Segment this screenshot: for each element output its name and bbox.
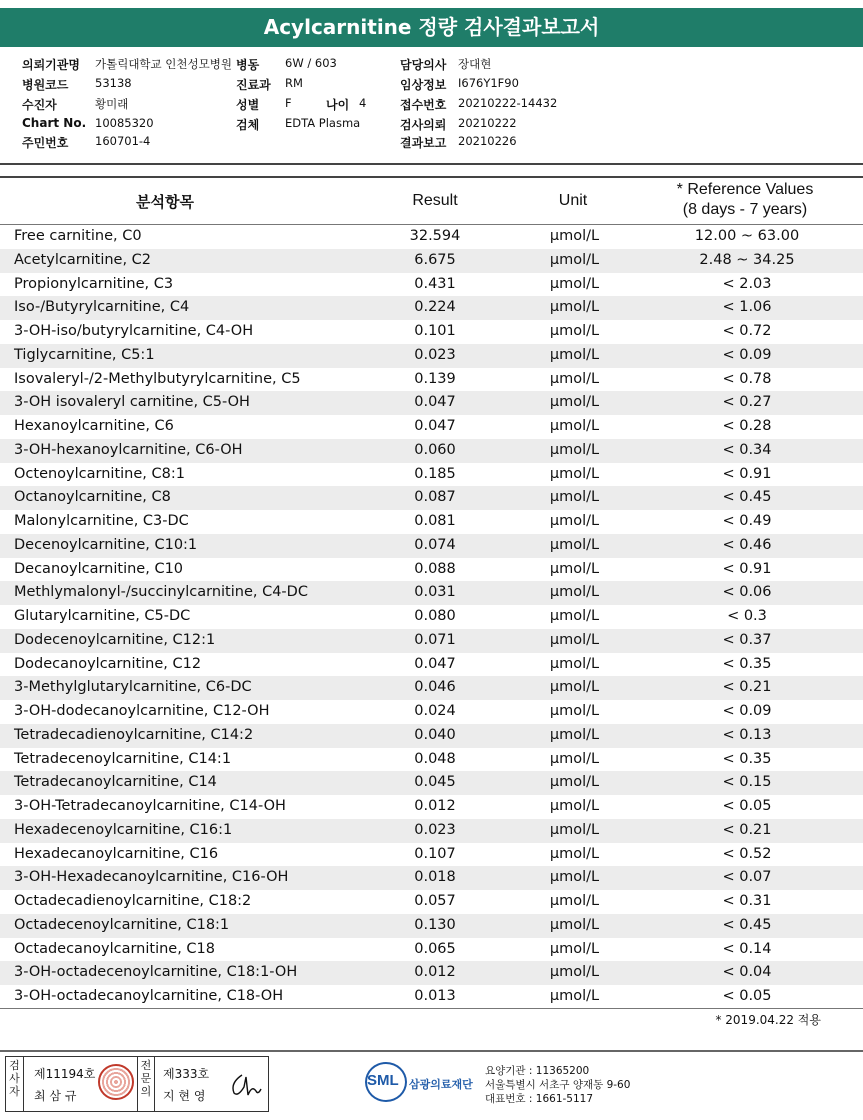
header-ref-range: (8 days - 7 years): [682, 201, 808, 218]
table-row: [0, 510, 863, 534]
info-value: 10085320: [95, 116, 154, 130]
lab-address: [485, 1064, 630, 1106]
result-value: 0.018: [414, 869, 456, 886]
unit: μmol/L: [549, 394, 600, 411]
unit: μmol/L: [549, 916, 600, 933]
unit: μmol/L: [549, 845, 600, 862]
reference-value: 2.48 ~ 34.25: [699, 251, 795, 268]
info-label: 담당의사: [400, 58, 447, 72]
info-value: F: [285, 96, 292, 110]
analyte-name: Isovaleryl-/2-Methylbutyrylcarnitine, C5: [14, 370, 301, 387]
reference-value: < 0.45: [722, 916, 772, 933]
reference-value: < 0.21: [722, 679, 772, 696]
reference-value: < 0.78: [722, 370, 772, 387]
result-value: 0.024: [414, 703, 456, 719]
analyte-name: Tetradecanoylcarnitine, C14: [14, 774, 217, 791]
analyte-name: 3-OH-octadecanoylcarnitine, C18-OH: [14, 988, 284, 1004]
analyte-name: 3-OH-iso/butyrylcarnitine, C4-OH: [14, 323, 254, 339]
result-value: 0.139: [414, 370, 456, 387]
result-value: 0.047: [414, 655, 456, 672]
table-row: [0, 296, 863, 320]
info-label: 주민번호: [22, 136, 69, 150]
header-result: Result: [412, 192, 458, 209]
inspector-no: 제11194호: [34, 1067, 96, 1081]
analyte-name: Propionylcarnitine, C3: [14, 275, 174, 292]
table-row: [0, 866, 863, 890]
unit: μmol/L: [549, 940, 600, 957]
table-row: [0, 724, 863, 748]
unit: μmol/L: [549, 441, 600, 458]
age-value: 4: [359, 96, 367, 110]
unit: μmol/L: [549, 323, 600, 339]
unit: μmol/L: [549, 774, 600, 791]
result-value: 0.023: [414, 346, 456, 363]
addr-line: 대표번호 : 1661-5117: [485, 1093, 594, 1105]
table-row: [0, 463, 863, 487]
table-row: [0, 581, 863, 605]
unit: μmol/L: [549, 750, 600, 767]
table-row: [0, 249, 863, 273]
reference-value: < 2.03: [722, 275, 772, 292]
info-label: 의뢰기관명: [22, 58, 80, 72]
info-value: 장대현: [458, 57, 492, 71]
info-value: 6W / 603: [285, 56, 337, 70]
divider: [0, 163, 863, 165]
unit: μmol/L: [549, 821, 600, 838]
header-unit: Unit: [558, 192, 588, 209]
analyte-name: Tiglycarnitine, C5:1: [14, 346, 155, 363]
result-value: 0.107: [414, 845, 456, 862]
reference-value: < 0.28: [722, 418, 772, 434]
unit: μmol/L: [549, 346, 600, 363]
reference-value: < 0.05: [722, 798, 772, 814]
table-row: [0, 605, 863, 629]
result-value: 0.023: [414, 821, 456, 838]
info-label: 진료과: [236, 78, 271, 92]
result-value: 0.047: [414, 394, 456, 411]
analyte-name: Glutarylcarnitine, C5-DC: [14, 608, 191, 624]
analyte-name: Dodecanoylcarnitine, C12: [14, 655, 202, 672]
info-value: 20210226: [458, 134, 517, 148]
table-row: [0, 273, 863, 297]
result-value: 0.071: [414, 631, 456, 648]
analyte-name: Octanoylcarnitine, C8: [14, 489, 171, 506]
table-row: [0, 914, 863, 938]
info-value: 20210222-14432: [458, 96, 558, 110]
addr-line: 서울특별시 서초구 양재동 9-60: [485, 1079, 631, 1091]
table-row: [0, 534, 863, 558]
reference-value: < 0.07: [722, 869, 772, 886]
info-value: 20210222: [458, 116, 517, 130]
unit: μmol/L: [549, 608, 600, 624]
analyte-name: 3-OH-Tetradecanoylcarnitine, C14-OH: [14, 798, 286, 814]
result-value: 0.224: [414, 299, 456, 316]
info-label: 성별: [236, 98, 260, 112]
unit: μmol/L: [549, 893, 600, 909]
info-label: 임상정보: [400, 78, 447, 92]
analyte-name: Free carnitine, C0: [14, 228, 142, 244]
table-row: [0, 819, 863, 843]
reference-value: < 0.3: [727, 608, 767, 624]
reference-value: < 0.35: [722, 655, 772, 672]
reference-value: < 0.31: [722, 893, 772, 909]
reference-value: < 0.04: [722, 964, 772, 981]
reference-value: < 0.46: [722, 536, 772, 553]
result-value: 0.040: [414, 726, 456, 743]
analyte-name: Tetradecadienoylcarnitine, C14:2: [14, 726, 254, 743]
reference-value: < 0.91: [722, 560, 772, 577]
logo-text: SML: [367, 1072, 399, 1089]
reference-value: < 0.21: [722, 821, 772, 838]
reference-value: < 0.06: [722, 584, 772, 601]
unit: μmol/L: [549, 798, 600, 814]
info-value: RM: [285, 76, 303, 90]
table-row: [0, 676, 863, 700]
table-row: [0, 961, 863, 985]
unit: μmol/L: [549, 251, 600, 268]
table-row: [0, 795, 863, 819]
analyte-name: Octadecadienoylcarnitine, C18:2: [14, 893, 252, 909]
analyte-name: Acetylcarnitine, C2: [14, 251, 152, 268]
header-ref: * Reference Values: [676, 181, 814, 198]
unit: μmol/L: [549, 988, 600, 1004]
unit: μmol/L: [549, 726, 600, 743]
inspector-label: 검 사 자: [6, 1057, 24, 1111]
unit: μmol/L: [549, 513, 600, 529]
analyte-name: 3-Methylglutarylcarnitine, C6-DC: [14, 679, 252, 696]
info-value: 가톨릭대학교 인천성모병원: [95, 57, 232, 71]
table-row: [0, 391, 863, 415]
result-value: 0.057: [414, 893, 456, 909]
analyte-name: 3-OH-Hexadecanoylcarnitine, C16-OH: [14, 869, 289, 886]
table-row: [0, 629, 863, 653]
unit: μmol/L: [549, 560, 600, 577]
info-value: 황미래: [95, 97, 129, 111]
unit: μmol/L: [549, 964, 600, 981]
table-row: [0, 843, 863, 867]
table-row: [0, 415, 863, 439]
table-row: [0, 653, 863, 677]
reference-value: < 0.52: [722, 845, 772, 862]
result-value: 0.012: [414, 798, 456, 814]
reference-note: * 2019.04.22 적용: [715, 1013, 821, 1027]
analyte-name: Hexadecenoylcarnitine, C16:1: [14, 821, 233, 838]
result-value: 0.088: [414, 560, 456, 577]
table-row: [0, 700, 863, 724]
unit: μmol/L: [549, 299, 600, 316]
inspector-name: 최 삼 규: [34, 1089, 77, 1103]
unit: μmol/L: [549, 489, 600, 506]
result-value: 0.431: [414, 275, 456, 292]
table-row: [0, 368, 863, 392]
reference-value: < 0.91: [722, 465, 772, 482]
reference-value: < 0.27: [722, 394, 772, 411]
analyte-name: Hexadecanoylcarnitine, C16: [14, 845, 219, 862]
result-value: 0.185: [414, 465, 456, 482]
results-table: [0, 225, 863, 1009]
analyte-name: Decenoylcarnitine, C10:1: [14, 536, 198, 553]
table-row: [0, 985, 863, 1009]
unit: μmol/L: [549, 679, 600, 696]
analyte-name: Methlymalonyl-/succinylcarnitine, C4-DC: [14, 584, 308, 601]
analyte-name: 3-OH-hexanoylcarnitine, C6-OH: [14, 441, 243, 458]
result-value: 0.074: [414, 536, 456, 553]
reference-value: 12.00 ~ 63.00: [694, 228, 800, 244]
unit: μmol/L: [549, 655, 600, 672]
result-value: 0.087: [414, 489, 456, 506]
reference-value: < 0.45: [722, 489, 772, 506]
info-value: EDTA Plasma: [285, 116, 361, 130]
reference-value: < 0.09: [722, 703, 772, 719]
confirmer-label: 전 문 의: [137, 1057, 155, 1111]
reference-value: < 0.72: [722, 323, 772, 339]
result-value: 6.675: [414, 251, 456, 268]
table-row: [0, 225, 863, 249]
unit: μmol/L: [549, 631, 600, 648]
table-row: [0, 320, 863, 344]
signature-box: [5, 1056, 269, 1112]
reference-value: < 0.09: [722, 346, 772, 363]
confirmer-no: 제333호: [163, 1067, 210, 1081]
report-title: Acylcarnitine 정량 검사결과보고서: [0, 8, 863, 47]
seal-stamp: [98, 1064, 134, 1100]
reference-value: < 0.35: [722, 750, 772, 767]
result-value: 0.065: [414, 940, 456, 957]
reference-value: < 0.49: [722, 513, 772, 529]
result-value: 32.594: [409, 228, 461, 244]
result-value: 0.048: [414, 750, 456, 767]
analyte-name: Octadecenoylcarnitine, C18:1: [14, 916, 230, 933]
result-value: 0.031: [414, 584, 456, 601]
signature-image: [228, 1069, 264, 1099]
analyte-name: Octenoylcarnitine, C8:1: [14, 465, 185, 482]
analyte-name: Malonylcarnitine, C3-DC: [14, 513, 189, 529]
result-value: 0.012: [414, 964, 456, 981]
analyte-name: 3-OH-octadecenoylcarnitine, C18:1-OH: [14, 964, 298, 981]
unit: μmol/L: [549, 584, 600, 601]
analyte-name: Dodecenoylcarnitine, C12:1: [14, 631, 216, 648]
reference-value: < 0.05: [722, 988, 772, 1004]
info-label: 결과보고: [400, 136, 447, 150]
result-value: 0.101: [414, 323, 456, 339]
reference-value: < 0.34: [722, 441, 772, 458]
info-label: 접수번호: [400, 98, 447, 112]
info-label: Chart No.: [22, 116, 87, 130]
analyte-name: 3-OH-dodecanoylcarnitine, C12-OH: [14, 703, 270, 719]
analyte-name: Hexanoylcarnitine, C6: [14, 418, 174, 434]
result-value: 0.080: [414, 608, 456, 624]
table-row: [0, 486, 863, 510]
age-label: 나이: [326, 98, 350, 112]
unit: μmol/L: [549, 370, 600, 387]
info-label: 수진자: [22, 98, 57, 112]
table-row: [0, 890, 863, 914]
analyte-name: 3-OH isovaleryl carnitine, C5-OH: [14, 394, 250, 411]
unit: μmol/L: [549, 275, 600, 292]
table-row: [0, 439, 863, 463]
header-item: 분석항목: [136, 193, 194, 211]
divider: [0, 1008, 863, 1009]
result-value: 0.081: [414, 513, 456, 529]
unit: μmol/L: [549, 536, 600, 553]
result-value: 0.130: [414, 916, 456, 933]
info-value: 53138: [95, 76, 132, 90]
table-row: [0, 748, 863, 772]
result-value: 0.045: [414, 774, 456, 791]
analyte-name: Tetradecenoylcarnitine, C14:1: [14, 750, 232, 767]
reference-value: < 0.14: [722, 940, 772, 957]
info-label: 검체: [236, 118, 260, 132]
reference-value: < 0.15: [722, 774, 772, 791]
info-label: 검사의뢰: [400, 118, 447, 132]
unit: μmol/L: [549, 228, 600, 244]
table-row: [0, 558, 863, 582]
result-value: 0.013: [414, 988, 456, 1004]
unit: μmol/L: [549, 465, 600, 482]
analyte-name: Decanoylcarnitine, C10: [14, 560, 184, 577]
result-value: 0.047: [414, 418, 456, 434]
reference-value: < 0.13: [722, 726, 772, 743]
divider: [0, 1050, 863, 1052]
result-value: 0.060: [414, 441, 456, 458]
patient-info: [0, 53, 863, 163]
analyte-name: Iso-/Butyrylcarnitine, C4: [14, 299, 190, 316]
unit: μmol/L: [549, 418, 600, 434]
result-value: 0.046: [414, 679, 456, 696]
info-label: 병동: [236, 58, 260, 72]
addr-line: 요양기관 : 11365200: [485, 1065, 590, 1077]
reference-value: < 0.37: [722, 631, 772, 648]
table-row: [0, 938, 863, 962]
reference-value: < 1.06: [722, 299, 772, 316]
table-row: [0, 344, 863, 368]
sml-logo: [365, 1062, 485, 1102]
analyte-name: Octadecanoylcarnitine, C18: [14, 940, 216, 957]
info-value: I676Y1F90: [458, 76, 519, 90]
info-label: 병원코드: [22, 78, 69, 92]
info-value: 160701-4: [95, 134, 151, 148]
unit: μmol/L: [549, 869, 600, 886]
table-row: [0, 771, 863, 795]
unit: μmol/L: [549, 703, 600, 719]
org-name: 삼광의료재단: [409, 1078, 473, 1091]
table-header: [0, 178, 863, 224]
confirmer-name: 지 현 영: [163, 1089, 206, 1103]
